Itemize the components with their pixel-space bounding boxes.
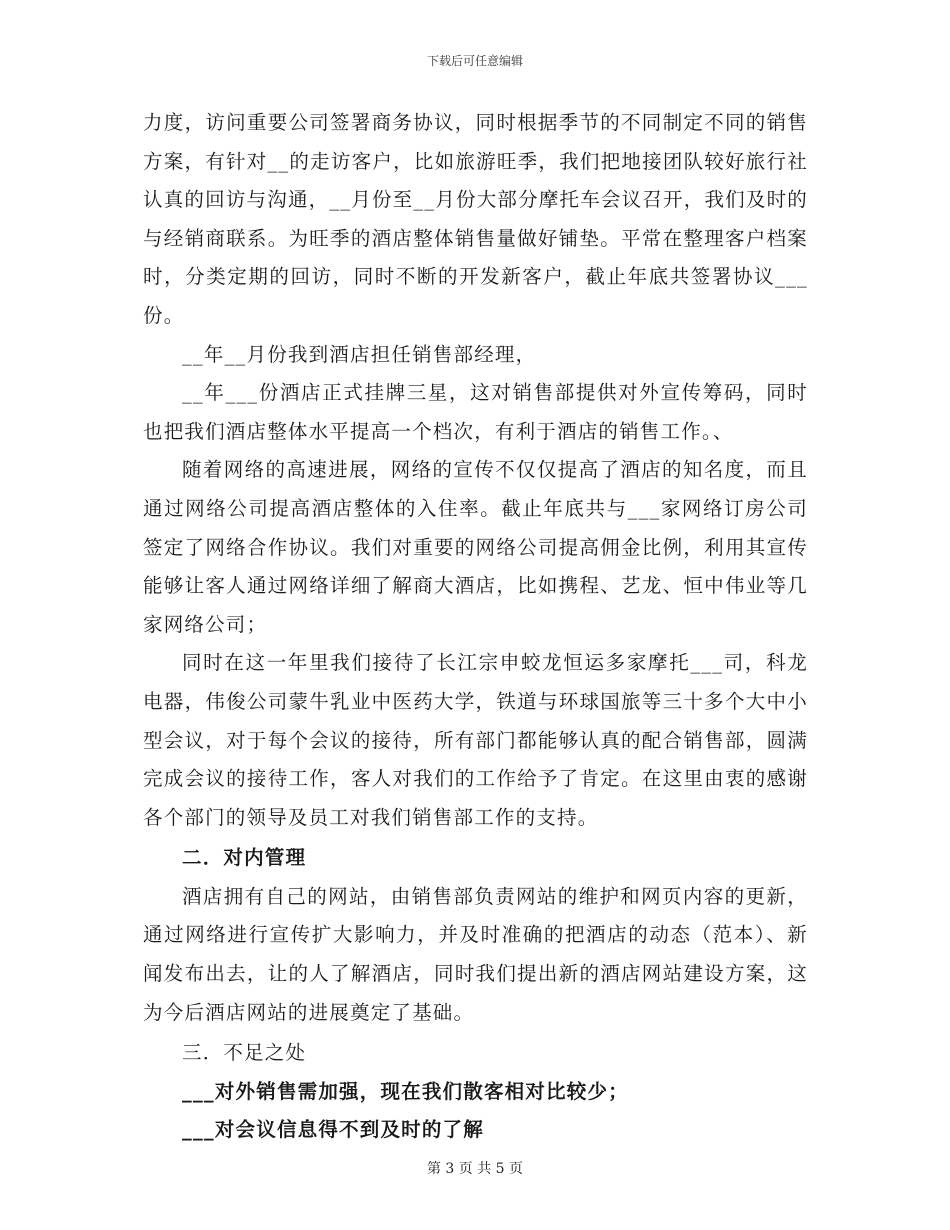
shortcoming-item-1: ___对外销售需加强，现在我们散客相对比较少； xyxy=(182,1079,629,1103)
paragraph-6: 酒店拥有自己的网站，由销售部负责网站的维护和网页内容的更新，通过网络进行宣传扩大影响力，并及时准确的把酒店的动态（范本）、新闻发布出去，让的人了解酒店，同时我们提出新的酒店网站建设方案，这为今后酒店网站的进展奠定了基础。 xyxy=(143,884,808,1024)
document-body xyxy=(143,104,808,1150)
paragraph-4: 随着网络的高速进展，网络的宣传不仅仅提高了酒店的知名度，而且通过网络公司提高酒店整体的入住率。截止年底共与___家网络订房公司签定了网络合作协议。我们对重要的网络公司提高佣金比例，利用其宣传能够让客人通过网络详细了解商大酒店，比如携程、艺龙、恒中伟业等几家网络公司； xyxy=(143,458,808,636)
page-footer: 第 3 页 共 5 页 xyxy=(426,1161,524,1177)
page-header: 下载后可任意编辑 xyxy=(426,54,523,68)
paragraph-3: __年___份酒店正式挂牌三星，这对销售部提供对外宣传筹码，同时也把我们酒店整体水平提高一个档次，有利于酒店的销售工作。、 xyxy=(143,381,808,443)
paragraph-1: 力度，访问重要公司签署商务协议，同时根据季节的不同制定不同的销售方案，有针对__的走访客户，比如旅游旺季，我们把地接团队较好旅行社认真的回访与沟通，__月份至__月份大部分摩托车会议召开，我们及时的与经销商联系。为旺季的酒店整体销售量做好铺垫。平常在整理客户档案时，分类定期的回访，同时不断的开发新客户，截止年底共签署协议___份。 xyxy=(143,111,808,327)
shortcoming-item-2: ___对会议信息得不到及时的了解 xyxy=(182,1118,484,1142)
section-heading-shortcomings: 三．不足之处 xyxy=(182,1041,307,1065)
paragraph-2: __年__月份我到酒店担任销售部经理， xyxy=(182,342,537,366)
paragraph-5: 同时在这一年里我们接待了长江宗申蛟龙恒运多家摩托___司，科龙电器，伟俊公司蒙牛乳业中医药大学，铁道与环球国旅等三十多个大中小型会议，对于每个会议的接待，所有部门都能够认真的配合销售部，圆满完成会议的接待工作，客人对我们的工作给予了肯定。在这里由衷的感谢各个部门的领导及员工对我们销售部工作的支持。 xyxy=(143,651,808,829)
section-heading-internal-management: 二．对内管理 xyxy=(182,846,307,870)
